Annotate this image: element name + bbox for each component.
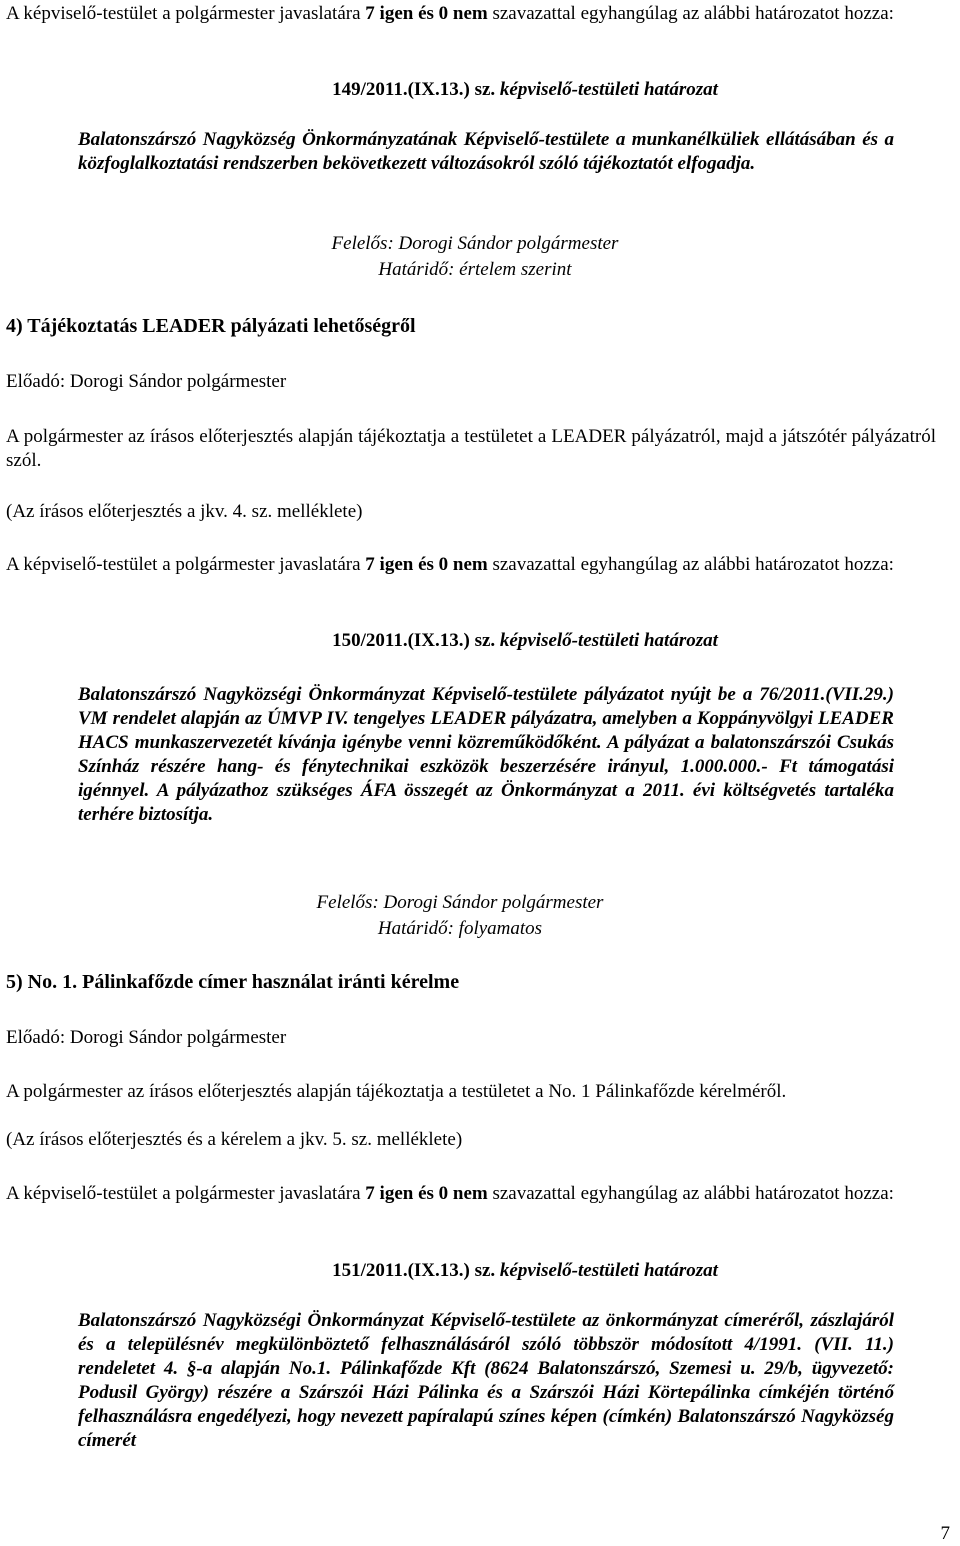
resolution-text-149: Balatonszárszó Nagyközség Önkormányzatának Képviselő-testülete a munkanélküliek ellátásában és a közfoglalkoztatási rendszerben bekövetkezett változásokról szóló tájékoztatót elfogadja. — [78, 129, 894, 174]
responsible-line-4: Felelős: Dorogi Sándor polgármester — [316, 892, 604, 913]
vote-text: A képviselő-testület a polgármester javaslatára — [6, 1183, 366, 1204]
resolution-text-150: Balatonszárszó Nagyközségi Önkormányzat Képviselő-testülete pályázatot nyújt be a 76/2011.(VII.29.) VM rendelet alapján az ÚMVP IV. tengelyes LEADER pályázatra, amelyben a Koppányvölgyi LEADER HACS munkaszervezetét kívánja igénybe venni közreműködőként. A pályázat a balatonszárszói Csukás Színház részére hang- és fénytechnikai eszközök beszerzésére irányul, 1.000.000.- Ft támogatási igénnyel. A pályázathoz szükséges ÁFA összegét az Önkormányzat a 2011. évi költségvetés tartaléka terhére biztosítja. — [78, 684, 894, 825]
vote-text-end: szavazattal egyhangúlag az alábbi határozatot hozza: — [487, 3, 894, 24]
vote-text: A képviselő-testület a polgármester javaslatára — [6, 3, 366, 24]
resolution-title-150 — [0, 629, 960, 653]
resolution-text-151: Balatonszárszó Nagyközségi Önkormányzat Képviselő-testülete az önkormányzat címeréről, zászlajáról és a településnév megkülönböztető felhasználásáról szóló többször módosított 4/1991. (VII. 11.) rendeletet 4. §-a alapján No.1. Pálinkafőzde Kft (8624 Balatonszárszó, Szemesi u. 29/b, ügyvezető: Podusil György) részére a Szárszói Házi Pálinka és a Szárszói Házi Körtepálinka címkéjén történő felhasználásra engedélyezi, hogy nevezett papíralapú színes képen (címkén) Balatonszárszó Nagyközség címerét — [78, 1310, 894, 1451]
responsible-line-1: Felelős: Dorogi Sándor polgármester — [331, 233, 619, 254]
resolution-label: képviselő-testületi határozat — [495, 1260, 718, 1281]
body-5: A polgármester az írásos előterjesztés alapján tájékoztatja a testületet a No. 1 Pálinkafőzde kérelméről. — [6, 1081, 787, 1102]
vote-paragraph-5 — [6, 1182, 936, 1206]
resolution-number: 151/2011.(IX.13.) sz. — [332, 1260, 496, 1281]
vote-text: A képviselő-testület a polgármester javaslatára — [6, 554, 366, 575]
presenter-4: Előadó: Dorogi Sándor polgármester — [6, 371, 287, 392]
resolution-title-151 — [0, 1259, 960, 1283]
page-number: 7 — [940, 1523, 950, 1544]
resolution-number: 150/2011.(IX.13.) sz. — [332, 630, 496, 651]
resolution-number: 149/2011.(IX.13.) sz. — [332, 79, 496, 100]
attachment-4: (Az írásos előterjesztés a jkv. 4. sz. melléklete) — [6, 501, 363, 522]
vote-count: 7 igen és 0 nem — [365, 1183, 488, 1204]
presenter-5: Előadó: Dorogi Sándor polgármester — [6, 1027, 287, 1048]
attachment-5: (Az írásos előterjesztés és a kérelem a jkv. 5. sz. melléklete) — [6, 1129, 463, 1150]
vote-text-end: szavazattal egyhangúlag az alábbi határozatot hozza: — [487, 1183, 894, 1204]
section-heading-4: 4) Tájékoztatás LEADER pályázati lehetőségről — [6, 315, 416, 337]
section-heading-5: 5) No. 1. Pálinkafőzde címer használat iránti kérelme — [6, 971, 460, 993]
vote-count: 7 igen és 0 nem — [365, 3, 488, 24]
resolution-label: képviselő-testületi határozat — [495, 79, 718, 100]
vote-count: 7 igen és 0 nem — [365, 554, 488, 575]
resolution-title-149 — [0, 78, 960, 102]
vote-text-end: szavazattal egyhangúlag az alábbi határozatot hozza: — [487, 554, 894, 575]
vote-paragraph-1 — [6, 2, 936, 26]
deadline-line-1: Határidő: értelem szerint — [378, 259, 572, 280]
resolution-label: képviselő-testületi határozat — [495, 630, 718, 651]
deadline-line-4: Határidő: folyamatos — [377, 918, 543, 939]
vote-paragraph-4 — [6, 553, 936, 577]
body-4: A polgármester az írásos előterjesztés alapján tájékoztatja a testületet a LEADER pályázatról, majd a játszótér pályázatról szól. — [6, 426, 936, 471]
